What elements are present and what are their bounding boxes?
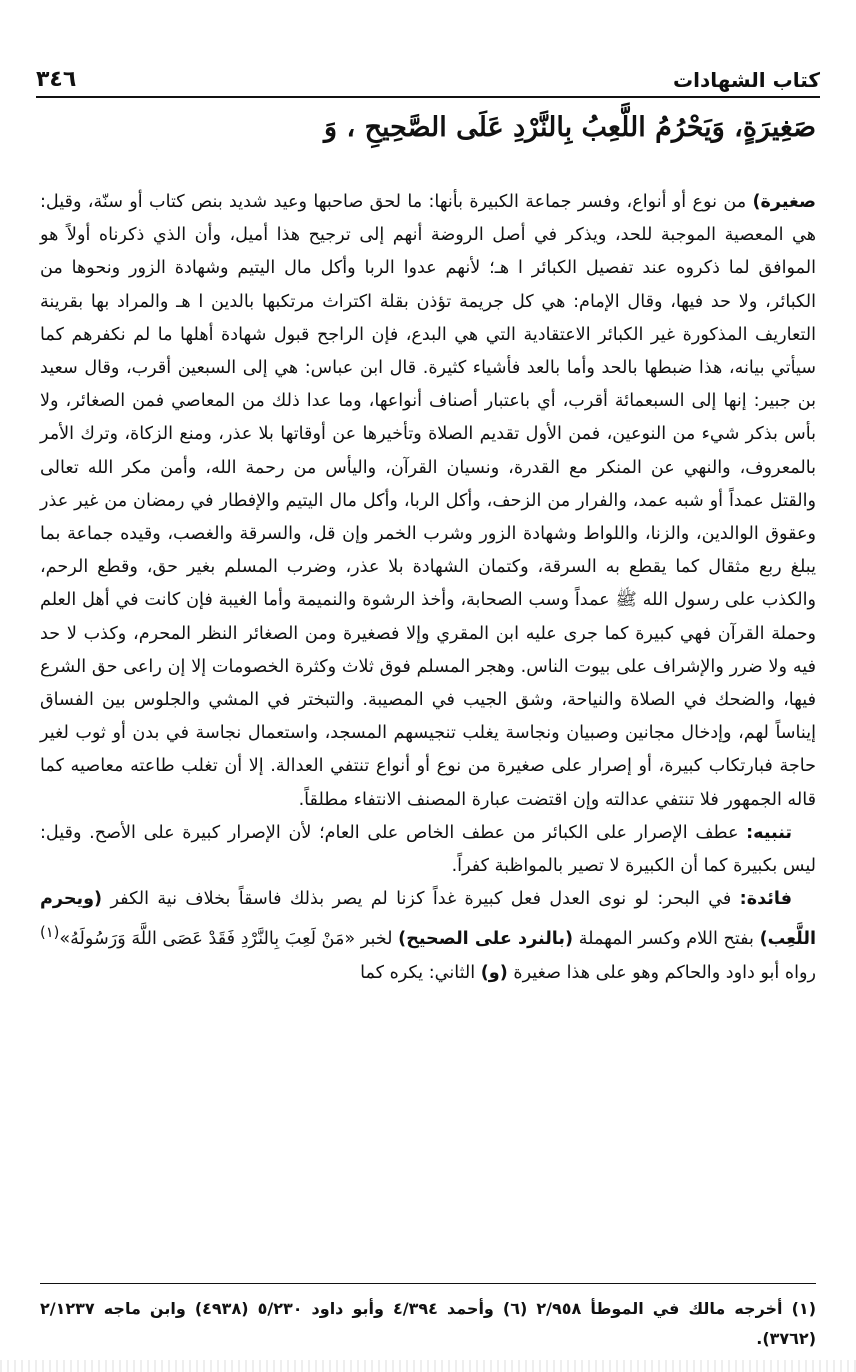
book-title: كتاب الشهادات <box>672 68 820 92</box>
tanbih-label: تنبيه: <box>746 822 792 843</box>
faida-bold-term: (بالنرد على الصحيح) <box>398 929 574 950</box>
footnote: (١) أخرجه مالك في الموطأ ٢/٩٥٨ (٦) وأحمد ٤/٣٩٤ وأبو داود ٥/٢٣٠ (٤٩٣٨) وابن ماجه ٢/١٢٣٧ (٣٧٦٢). <box>40 1299 816 1348</box>
page-number: ٣٤٦ <box>36 67 77 92</box>
paragraph-faida <box>40 883 816 989</box>
faida-text: لخبر «مَنْ لَعِبَ بِالنَّرْدِ فَقَدْ عَصَى اللَّهَ وَرَسُولَهُ» <box>59 929 399 950</box>
faida-text: في البحر: لو نوى العدل فعل كبيرة غداً كزنا لم يصر بذلك فاسقاً بخلاف نية الكفر <box>102 889 740 910</box>
lead-term: صغيرة) <box>752 192 816 212</box>
paragraph-text: من نوع أو أنواع، وفسر جماعة الكبيرة بأنها: ما لحق صاحبها وعيد شديد بنص كتاب أو سنّة، وقيل: هي المعصية الموجبة للحد، ويذكر في أصل الروضة أنهم إلى ترجيح هذا أميل، وأن الذي ذكرناه أولاً هو الموافق لما ذكروه عند تفصيل الكبائر ا هـ؛ لأنهم عدوا الربا وأكل مال اليتيم وشهادة الزور ونحوها من الكبائر، ولا حد فيها، وقال الإمام: هي كل جريمة تؤذن بقلة اكتراث مرتكبها بالدين ا هـ والمراد بها بقرينة التعاريف المذكورة غير الكبائر الاعتقادية التي هي البدع، فإن الراجح قبول شهادة أهلها ما لم نكفرهم كما سيأتي بيانه، هذا ضبطها بالحد وأما بالعد فأشياء كثيرة. قال ابن عباس: هي إلى السبعين أقرب، وقال سعيد بن جبير: إنها إلى السبعمائة أقرب، أي باعتبار أصناف أنواعها، وما عدا ذلك من المعاصي فمن الصغائر، ولا بأس بذكر شيء من النوعين، فمن الأول تقديم الصلاة وتأخيرها عن أوقاتها بلا عذر، ومنع الزكاة، وترك الأمر بالمعروف، والنهي عن المنكر مع القدرة، ونسيان القرآن، واليأس من رحمة الله، وأمن مكر الله تعالى والقتل عمداً أو شبه عمد، والفرار من الزحف، وأكل الربا، وأكل مال اليتيم والإفطار في رمضان من غير عذر وعقوق الوالدين، والزنا، واللواط وشهادة الزور وشرب الخمر وإن قل، والسرقة والغصب، وقيده جماعة بما يبلغ ربع مثقال كما يقطع به السرقة، وكتمان الشهادة بلا عذر، وضرب المسلم بغير حق، وقطع الرحم، والكذب على رسول الله ﷺ عمداً وسب الصحابة، وأخذ الرشوة والنميمة وأما الغيبة فإن كانت في أهل العلم وحملة القرآن فهي كبيرة كما جرى عليه ابن المقري وإلا فصغيرة ومن الصغائر النظر المحرم، وكذب لا حد فيه ولا ضرر والإشراف على بيوت الناس. وهجر المسلم فوق ثلاث وكثرة الخصومات إلا إن راعى حق الشرع فيها، والضحك في الصلاة والنياحة، وشق الجيب في المصيبة. والتبختر في المشي والجلوس بين الفساق إيناساً لهم، وإدخال مجانين وصبيان ونجاسة يغلب تنجيسهم المسجد، واستعمال نجاسة في بدن أو ثوب لغير حاجة فبارتكاب كبيرة، أو إصرار على صغيرة من نوع أو أنواع تنتفي العدالة. إلا أن تغلب طاعته معاصيه كما قاله الجمهور فلا تنتفي عدالته وإن اقتضت عبارة المصنف الانتفاء مطلقاً. <box>40 192 816 810</box>
page-header <box>36 52 820 98</box>
faida-label: فائدة: <box>739 889 792 910</box>
paragraph-tanbih <box>40 817 816 883</box>
faida-text: الثاني: يكره كما <box>360 962 481 983</box>
footnote-divider <box>40 1283 816 1284</box>
faida-text: رواه أبو داود والحاكم وهو على هذا صغيرة <box>507 962 816 983</box>
tanbih-text: عطف الإصرار على الكبائر من عطف الخاص على العام؛ لأن الإصرار كبيرة على الأصح. وقيل: ليس بكبيرة كما أن الكبيرة لا تصير بالمواظبة كفراً. <box>40 822 816 877</box>
scan-noise <box>0 1360 856 1372</box>
paragraph-main <box>40 186 816 817</box>
footnote-ref[interactable]: (١) <box>40 924 60 942</box>
matn-text: صَغِيرَةٍ، وَيَحْرُمُ اللَّعِبُ بِالنَّرْدِ عَلَى الصَّحِيحِ ، وَ <box>324 112 816 143</box>
faida-text: بفتح اللام وكسر المهملة <box>573 929 760 950</box>
commentary-body <box>40 186 816 990</box>
faida-bold-term: (ويحرم اللَّعِب) <box>40 889 816 950</box>
faida-bold-term: (و) <box>480 962 508 983</box>
